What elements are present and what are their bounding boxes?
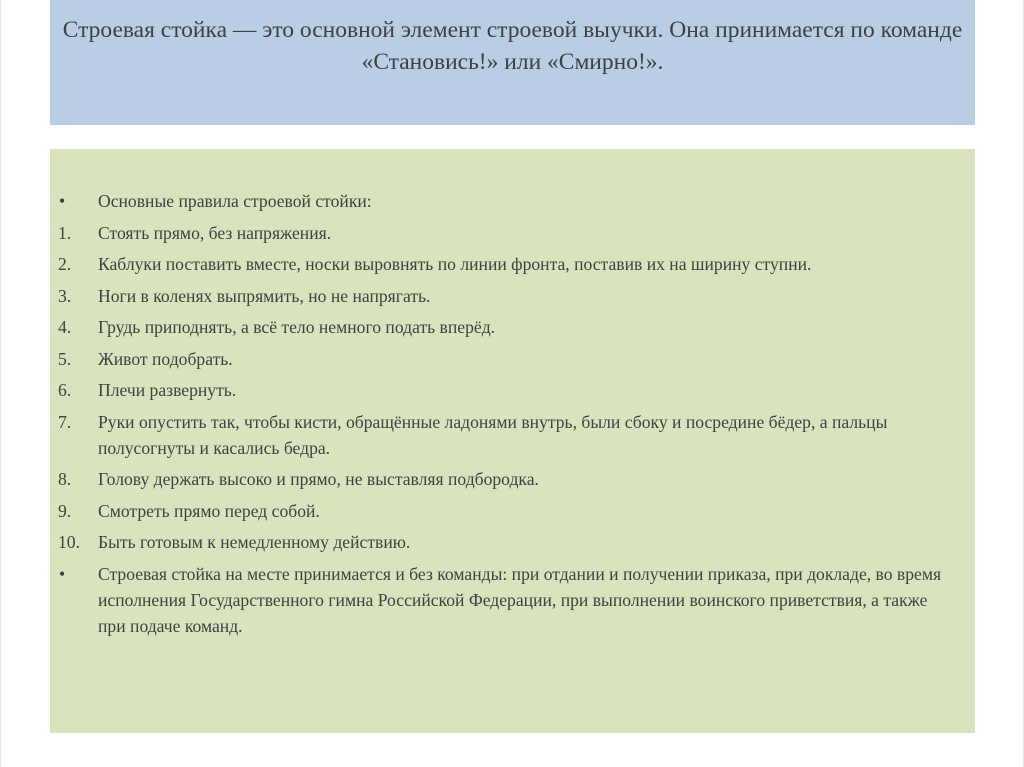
list-item-text: Плечи развернуть.	[98, 380, 237, 400]
list-item-text: Каблуки поставить вместе, носки выровнять по линии фронта, поставив их на ширину ступни.	[98, 254, 812, 274]
list-item-text: Смотреть прямо перед собой.	[98, 500, 320, 521]
list-item-text: Стоять прямо, без напряжения.	[98, 222, 332, 243]
list-item-text: Грудь приподнять, а всё тело немного подать вперёд.	[98, 317, 496, 337]
number-marker: 8.	[58, 469, 72, 489]
list-item	[50, 220, 975, 246]
list-item	[50, 283, 975, 309]
list-item	[50, 561, 975, 639]
list-item-text: Голову держать высоко и прямо, не выставляя подбородка.	[98, 469, 539, 489]
number-marker: 10.	[58, 532, 80, 552]
page-border-left	[0, 0, 1, 767]
number-marker: 7.	[58, 411, 72, 432]
slide-title: Строевая стойка — это основной элемент строевой выучки. Она принимается по команде «Становись!» или «Смирно!».	[62, 17, 963, 75]
number-marker: 1.	[58, 222, 72, 243]
bullet-marker: •	[59, 563, 66, 584]
list-item-text: Руки опустить так, чтобы кисти, обращённые ладонями внутрь, были сбоку и посредине бёдер, а пальцы полусогнуты и касались бедра.	[98, 411, 888, 458]
list-item	[50, 377, 975, 403]
list-item-text: Быть готовым к немедленному действию.	[98, 532, 411, 552]
number-marker: 5.	[58, 348, 72, 369]
list-item	[50, 498, 975, 524]
bullet-marker: •	[59, 191, 66, 211]
number-marker: 3.	[58, 285, 72, 306]
number-marker: 6.	[58, 380, 72, 400]
list-item	[50, 529, 975, 555]
list-item	[50, 188, 975, 214]
list-item-text: Ноги в коленях выпрямить, но не напрягать.	[98, 285, 431, 306]
list-item	[50, 314, 975, 340]
list-item	[50, 409, 975, 461]
number-marker: 4.	[58, 317, 72, 337]
title-box	[50, 0, 975, 125]
content-box	[50, 149, 975, 733]
list-item	[50, 466, 975, 492]
list-item	[50, 346, 975, 372]
number-marker: 9.	[58, 500, 72, 521]
list-item-text: Живот подобрать.	[98, 348, 233, 369]
number-marker: 2.	[58, 254, 72, 274]
list-item	[50, 251, 975, 277]
rules-list	[50, 188, 975, 639]
list-item-text: Основные правила строевой стойки:	[98, 191, 372, 211]
list-item-text: Строевая стойка на месте принимается и без команды: при отдании и получении приказа, при докладе, во время исполнения Государственного гимна Российской Федерации, при выполнении воинского приветствия, а также при подаче команд.	[98, 563, 942, 636]
